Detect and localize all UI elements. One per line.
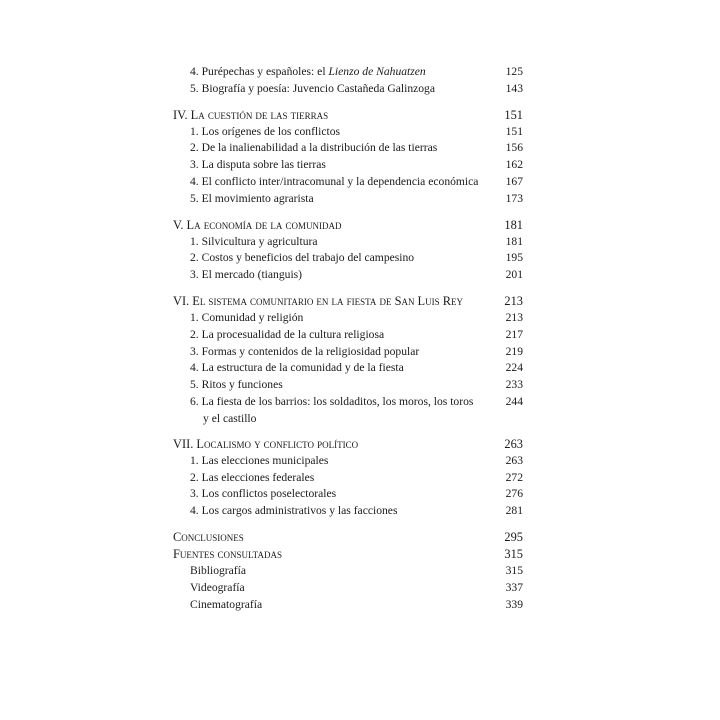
toc-page-number: 217 [505, 327, 523, 341]
toc-entry-label-italic: Lienzo de Nahuatzen [328, 65, 426, 78]
section-title: Fuentes consultadas [173, 546, 282, 561]
toc-page-number: 281 [505, 504, 523, 518]
toc-page-number: 233 [505, 378, 523, 392]
toc-entry-label: 2. Costos y beneficios del trabajo del campesino [190, 251, 415, 265]
toc-entry-label: 3. Formas y contenidos de la religiosidad popular [190, 344, 420, 358]
toc-page-number: 244 [505, 394, 523, 408]
toc-entry [173, 191, 523, 208]
toc-entry [173, 124, 523, 141]
toc-chapter-heading [173, 293, 523, 310]
toc-page-number: 263 [505, 453, 523, 467]
toc-page-number: 195 [505, 251, 523, 265]
toc-entry [173, 81, 523, 98]
toc-entry [173, 563, 523, 580]
toc-conclusiones-heading [173, 529, 523, 546]
toc-page-number: 295 [504, 529, 523, 544]
toc-page-number: 339 [505, 597, 523, 611]
toc-entry-label: 4. Los cargos administrativos y las facciones [190, 504, 398, 518]
toc-entry-label: 5. El movimiento agrarista [190, 191, 314, 205]
toc-entry [173, 267, 523, 284]
toc-entry-label: 1. Los orígenes de los conflictos [190, 124, 341, 138]
toc-entry [173, 394, 523, 411]
toc-entry-label [173, 64, 493, 81]
toc-entry-label: 1. Comunidad y religión [190, 310, 304, 324]
toc-page-number: 173 [505, 191, 523, 205]
toc-page-number: 162 [505, 158, 523, 172]
toc-entry-label: Bibliografía [190, 563, 247, 577]
chapter-title: IV. La cuestión de las tierras [173, 107, 329, 122]
toc-entry-label: 3. El mercado (tianguis) [190, 268, 303, 282]
toc-entry-label: Videografía [190, 580, 245, 594]
toc-page-number: 125 [505, 65, 523, 78]
toc-entry [173, 157, 523, 174]
toc-entry-label: 3. Los conflictos poselectorales [190, 487, 337, 501]
toc-chapter-heading [173, 107, 523, 124]
section-title: Conclusiones [173, 529, 244, 544]
toc-fuentes-heading [173, 546, 523, 563]
toc-page-number: 224 [505, 361, 523, 375]
toc-entry [173, 503, 523, 520]
toc-entry-label: 5. Ritos y funciones [190, 378, 283, 392]
toc-entry-label: 5. Biografía y poesía: Juvencio Castañeda Galinzoga [190, 81, 436, 95]
chapter-title: V. La economía de la comunidad [173, 217, 342, 232]
toc-entry [173, 234, 523, 251]
toc-entry [173, 486, 523, 503]
toc-page-number: 213 [504, 293, 523, 308]
toc-page-number: 272 [505, 470, 523, 484]
toc-page-number: 156 [505, 141, 523, 155]
toc-page-number: 337 [505, 580, 523, 594]
toc-page-number: 263 [504, 436, 523, 451]
toc-entry [173, 580, 523, 597]
toc-chapter-heading [173, 436, 523, 453]
toc-page-number: 201 [505, 268, 523, 282]
toc-entry [173, 360, 523, 377]
toc-entry-label: 3. La disputa sobre las tierras [190, 158, 326, 172]
toc-entry-label: 6. La fiesta de los barrios: los soldaditos, los moros, los toros [190, 394, 474, 408]
toc-page-number: 315 [504, 546, 523, 561]
toc-entry [173, 174, 523, 191]
toc-page-number: 213 [505, 310, 523, 324]
chapter-title: VII. Localismo y conflicto político [173, 436, 359, 451]
toc-page-number: 151 [504, 107, 523, 122]
table-of-contents [173, 64, 523, 613]
toc-page-number: 219 [505, 344, 523, 358]
toc-entry [173, 140, 523, 157]
toc-entry [173, 250, 523, 267]
toc-entry-label-pre: 4. Purépechas y españoles: el [190, 65, 329, 78]
toc-page-number: 167 [505, 174, 523, 188]
toc-entry-label: 2. De la inalienabilidad a la distribución de las tierras [190, 141, 438, 155]
toc-page-number: 276 [505, 487, 523, 501]
toc-entry [173, 327, 523, 344]
toc-entry-label: 1. Silvicultura y agricultura [190, 234, 318, 248]
toc-page-number: 143 [505, 81, 523, 95]
toc-page-number: 181 [504, 217, 523, 232]
toc-entry [173, 453, 523, 470]
toc-entry-label: 4. El conflicto inter/intracomunal y la dependencia económica [190, 174, 479, 188]
toc-page-number: 315 [505, 563, 523, 577]
toc-entry [173, 377, 523, 394]
toc-entry-label: 2. La procesualidad de la cultura religiosa [190, 327, 385, 341]
toc-entry [173, 344, 523, 361]
toc-entry [173, 597, 523, 614]
toc-page-number: 151 [505, 124, 523, 138]
toc-page-number: 181 [505, 234, 523, 248]
chapter-title: VI. El sistema comunitario en la fiesta de San Luis Rey [173, 293, 463, 308]
toc-chapter-heading [173, 217, 523, 234]
toc-entry-continuation: y el castillo [203, 411, 257, 425]
toc-entry [173, 64, 523, 81]
toc-entry-label: 1. Las elecciones municipales [190, 453, 329, 467]
toc-entry [173, 470, 523, 487]
toc-entry-label: 4. La estructura de la comunidad y de la fiesta [190, 361, 404, 375]
toc-entry-label: Cinematografía [190, 597, 263, 611]
toc-entry-label: 2. Las elecciones federales [190, 470, 315, 484]
toc-entry [173, 310, 523, 327]
